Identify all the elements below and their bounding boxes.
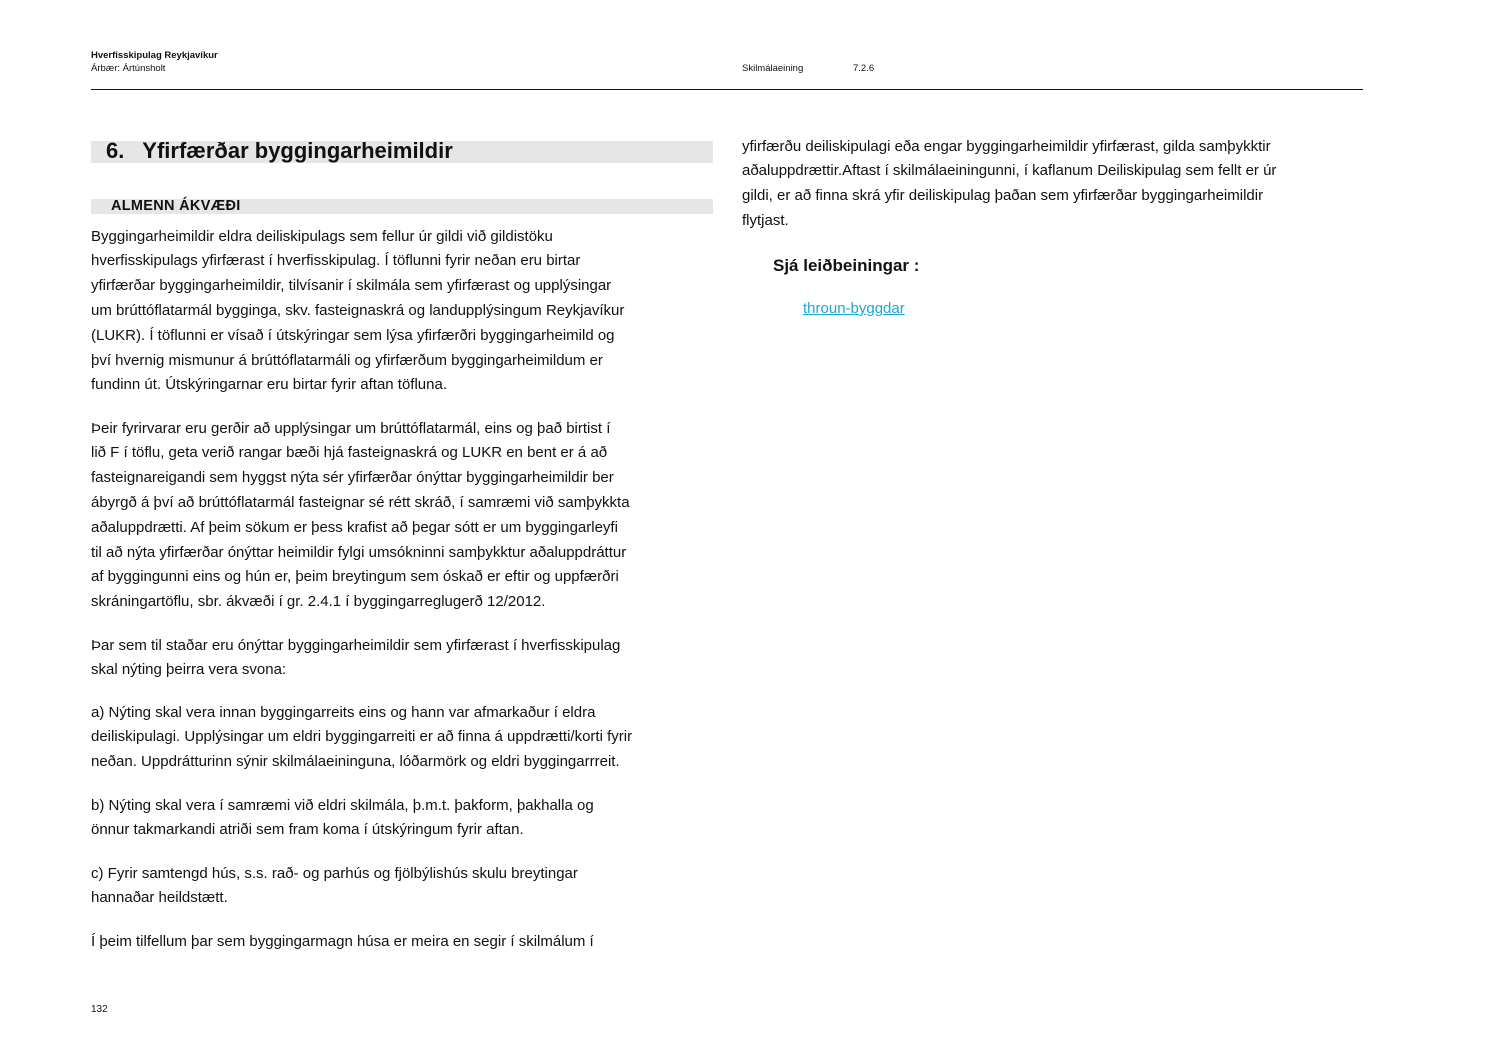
text-line: hannaðar heildstætt. — [91, 889, 228, 907]
text-line: a) Nýting skal vera innan byggingarreits eins og hann var afmarkaður í eldra — [91, 703, 596, 721]
page-number: 132 — [91, 1004, 108, 1015]
paragraph — [91, 417, 630, 615]
section-number: 7.2.6 — [853, 63, 875, 74]
document-subtitle: Árbær: Ártúnsholt — [91, 63, 166, 74]
text-line: ábyrgð á því að brúttóflatarmál fasteignar sé rétt skráð, í samræmi við samþykkta — [91, 493, 630, 511]
paragraph — [742, 135, 1276, 234]
text-line: fundinn út. Útskýringarnar eru birtar fyrir aftan töfluna. — [91, 376, 448, 394]
text-line: því hvernig mismunur á brúttóflatarmáli og yfirfærðum byggingarheimildum er — [91, 351, 603, 369]
paragraph — [91, 701, 632, 775]
paragraph — [91, 794, 594, 844]
guidance-link[interactable]: throun-byggdar — [803, 300, 905, 317]
section-subheading: ALMENN ÁKVÆÐI — [111, 198, 241, 214]
text-line: yfirfærðu deiliskipulagi eða engar byggingarheimildir yfirfærast, gilda samþykktir — [742, 137, 1271, 155]
text-line: aðaluppdrættir.Aftast í skilmálaeiningunni, í kaflanum Deiliskipulag sem fellt er úr — [742, 162, 1277, 180]
paragraph — [91, 225, 624, 399]
text-line: lið F í töflu, geta verið rangar bæði hjá fasteignaskrá og LUKR en bent er á að — [91, 444, 608, 462]
text-line: (LUKR). Í töflunni er vísað í útskýringar sem lýsa yfirfærðri byggingarheimild og — [91, 326, 615, 344]
page-title: 6. Yfirfærðar byggingarheimildir — [106, 138, 453, 163]
text-line: Þar sem til staðar eru ónýttar byggingarheimildir sem yfirfærast í hverfisskipulag — [91, 636, 621, 654]
text-line: hverfisskipulags yfirfærast í hverfisskipulag. Í töflunni fyrir neðan eru birtar — [91, 252, 581, 270]
text-line: Í þeim tilfellum þar sem byggingarmagn húsa er meira en segir í skilmálum í — [91, 932, 594, 950]
text-line: fasteignareigandi sem hyggst nýta sér yfirfærðar ónýttar byggingarheimildir ber — [91, 469, 614, 487]
text-line: c) Fyrir samtengd hús, s.s. rað- og parhús og fjölbýlishús skulu breytingar — [91, 864, 578, 882]
section-label: Skilmálaeining — [742, 63, 804, 74]
text-line: flytjast. — [742, 211, 789, 229]
paragraph — [91, 862, 578, 912]
paragraph — [91, 930, 594, 955]
text-line: um brúttóflatarmál bygginga, skv. fasteignaskrá og landupplýsingum Reykjavíkur — [91, 301, 625, 319]
header-divider — [91, 89, 1363, 90]
text-line: yfirfærðar byggingarheimildir, tilvísanir í skilmála sem yfirfærast og upplýsingar — [91, 277, 612, 295]
text-line: af byggingunni eins og hún er, þeim breytingum sem óskað er eftir og uppfærðri — [91, 568, 619, 586]
text-line: neðan. Uppdrátturinn sýnir skilmálaeininguna, lóðarmörk og eldri byggingarrreit. — [91, 753, 620, 771]
paragraph — [91, 634, 620, 684]
text-line: til að nýta yfirfærðar ónýttar heimildir fylgi umsókninni samþykktur aðaluppdráttur — [91, 543, 627, 561]
text-line: skráningartöflu, sbr. ákvæði í gr. 2.4.1 í byggingarreglugerð 12/2012. — [91, 593, 546, 611]
text-line: b) Nýting skal vera í samræmi við eldri skilmála, þ.m.t. þakform, þakhalla og — [91, 796, 594, 814]
guidance-label: Sjá leiðbeiningar : — [773, 256, 920, 275]
text-line: aðaluppdrætti. Af þeim sökum er þess krafist að þegar sótt er um byggingarleyfi — [91, 518, 618, 536]
text-line: önnur takmarkandi atriði sem fram koma í útskýringum fyrir aftan. — [91, 821, 524, 839]
text-line: Byggingarheimildir eldra deiliskipulags sem fellur úr gildi við gildistöku — [91, 227, 553, 245]
text-line: skal nýting þeirra vera svona: — [91, 661, 287, 679]
document-title: Hverfisskipulag Reykjavíkur — [91, 50, 218, 61]
text-line: deiliskipulagi. Upplýsingar um eldri byggingarreiti er að finna á uppdrætti/korti fyrir — [91, 728, 633, 746]
text-line: Þeir fyrirvarar eru gerðir að upplýsingar um brúttóflatarmál, eins og það birtist í — [91, 419, 611, 437]
text-line: gildi, er að finna skrá yfir deiliskipulag þaðan sem yfirfærðar byggingarheimildir — [742, 187, 1264, 205]
